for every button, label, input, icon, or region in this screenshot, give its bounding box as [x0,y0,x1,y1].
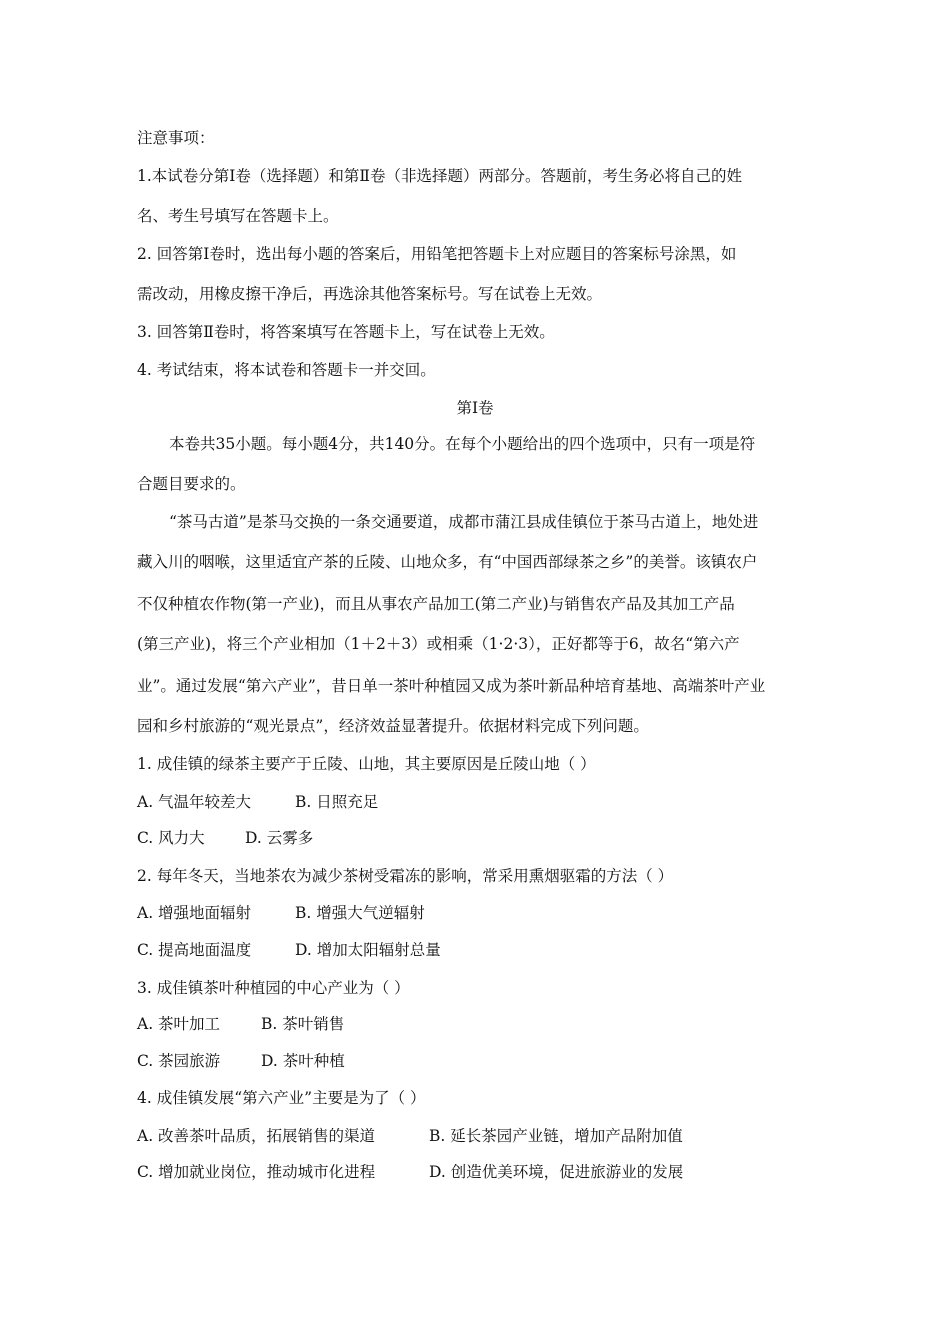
question-1-option-a: A. 气温年较差大 [137,793,252,811]
question-4-options-row-1 [137,1126,683,1146]
material-line-5: 业”。通过发展“第六产业”，昔日单一茶叶种植园又成为茶叶新品种培育基地、高端茶叶产业 [137,677,766,695]
question-3-option-a: A. 茶叶加工 [137,1015,221,1033]
question-1-option-c: C. 风力大 [137,829,205,847]
question-3-option-c: C. 茶园旅游 [137,1052,221,1070]
question-3-options-row-2 [137,1051,345,1071]
question-1-option-b: B. 日照充足 [295,793,379,811]
notice-item-3: 3. 回答第Ⅱ卷时，将答案填写在答题卡上，写在试卷上无效。 [137,323,555,341]
question-1-stem: 1. 成佳镇的绿茶主要产于丘陵、山地，其主要原因是丘陵山地（ ） [137,755,596,773]
notice-item-4: 4. 考试结束，将本试卷和答题卡一并交回。 [137,361,436,379]
question-1-options-row-2 [137,828,313,848]
section-title: 第Ⅰ卷 [456,399,494,417]
question-1-option-d: D. 云雾多 [245,829,314,847]
material-line-6: 园和乡村旅游的“观光景点”，经济效益显著提升。依据材料完成下列问题。 [137,717,649,735]
material-line-1: “茶马古道”是茶马交换的一条交通要道，成都市蒲江县成佳镇位于茶马古道上，地处进 [169,513,759,531]
question-2-stem: 2. 每年冬天，当地茶农为减少茶树受霜冻的影响，常采用熏烟驱霜的方法（ ） [137,867,674,885]
section-intro-line-2: 合题目要求的。 [137,475,246,493]
question-3-option-d: D. 茶叶种植 [261,1052,345,1070]
question-4-option-d: D. 创造优美环境，促进旅游业的发展 [429,1163,684,1181]
notice-item-1-line-1: 1.本试卷分第Ⅰ卷（选择题）和第Ⅱ卷（非选择题）两部分。答题前，考生务必将自己的姓 [137,167,742,185]
question-3-options-row-1 [137,1014,344,1034]
question-4-stem: 4. 成佳镇发展“第六产业”主要是为了（ ） [137,1089,426,1107]
notice-title: 注意事项： [137,129,215,147]
notice-item-1-line-2: 名、考生号填写在答题卡上。 [137,207,339,225]
question-1-options-row-1 [137,792,378,812]
question-2-options-row-2 [137,940,441,960]
question-4-option-a: A. 改善茶叶品质，拓展销售的渠道 [137,1127,376,1145]
section-intro-line-1: 本卷共35小题。每小题4分，共140分。在每个小题给出的四个选项中，只有一项是符 [169,435,756,453]
question-2-option-b: B. 增强大气逆辐射 [295,904,425,922]
question-2-option-a: A. 增强地面辐射 [137,904,252,922]
material-line-3: 不仅种植农作物(第一产业)，而且从事农产品加工(第二产业)与销售农产品及其加工产品 [137,595,735,613]
material-line-2: 藏入川的咽喉，这里适宜产茶的丘陵、山地众多，有“中国西部绿茶之乡”的美誉。该镇农户 [137,553,758,571]
question-2-option-d: D. 增加太阳辐射总量 [295,941,441,959]
question-2-options-row-1 [137,903,425,923]
notice-item-2-line-2: 需改动，用橡皮擦干净后，再选涂其他答案标号。写在试卷上无效。 [137,285,603,303]
question-2-option-c: C. 提高地面温度 [137,941,252,959]
question-4-option-b: B. 延长茶园产业链，增加产品附加值 [429,1127,683,1145]
question-3-stem: 3. 成佳镇茶叶种植园的中心产业为（ ） [137,979,410,997]
material-line-4: (第三产业)，将三个产业相加（1＋2＋3）或相乘（1·2·3），正好都等于6，故名“第六产 [137,635,740,653]
question-4-options-row-2 [137,1162,683,1182]
notice-item-2-line-1: 2. 回答第Ⅰ卷时，选出每小题的答案后，用铅笔把答题卡上对应题目的答案标号涂黑，如 [137,245,737,263]
question-3-option-b: B. 茶叶销售 [261,1015,345,1033]
question-4-option-c: C. 增加就业岗位，推动城市化进程 [137,1163,376,1181]
